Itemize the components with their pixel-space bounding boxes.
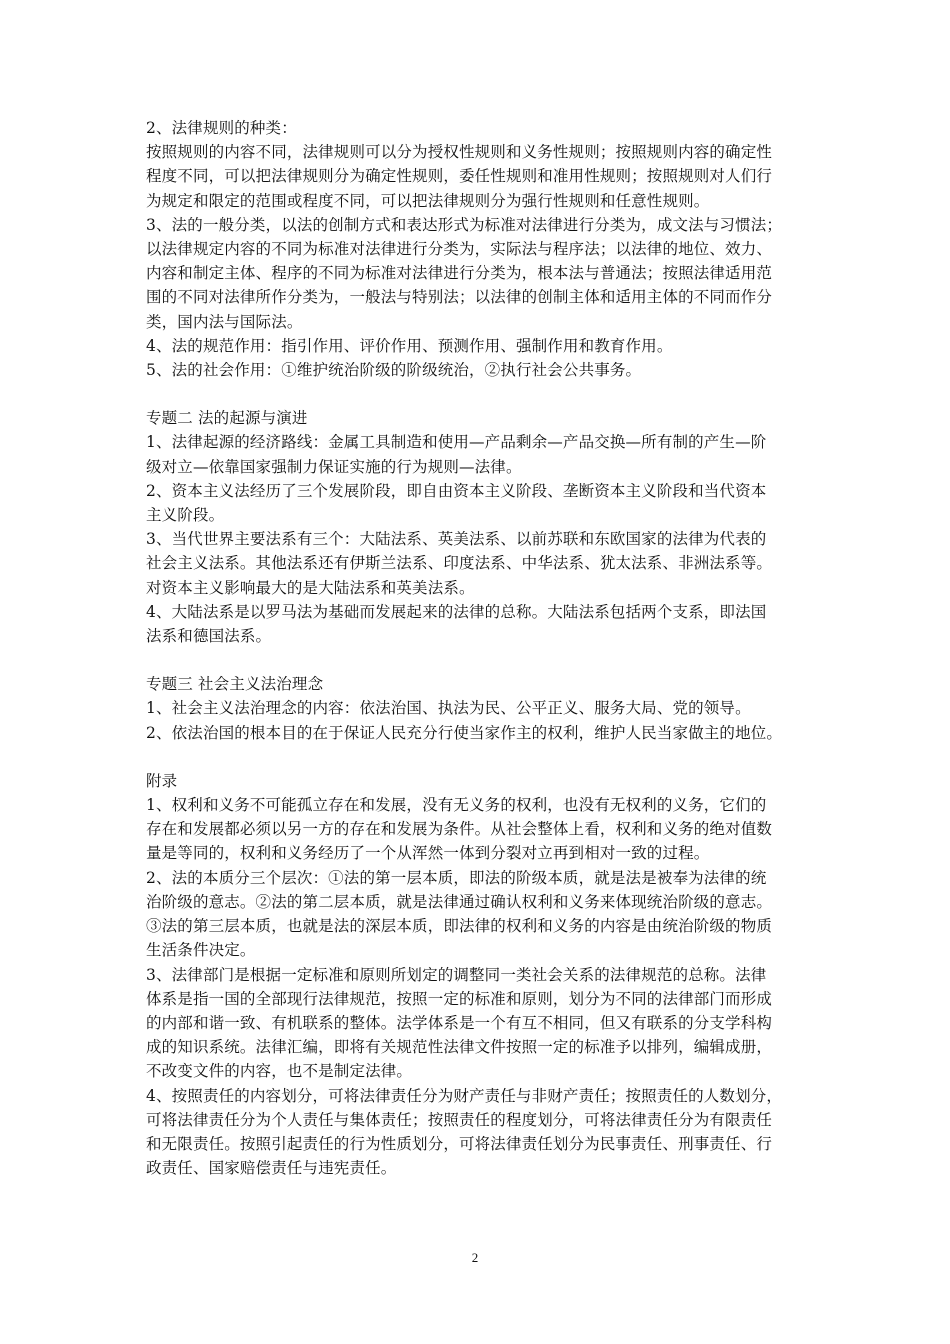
- text-line: 存在和发展都必须以另一方的存在和发展为条件。从社会整体上看，权利和义务的绝对值数: [146, 820, 773, 839]
- text-line: 以法律规定内容的不同为标准对法律进行分类为，实际法与程序法；以法律的地位、效力、: [146, 240, 773, 259]
- paragraph-gap: [146, 382, 810, 406]
- text-line: 2、法律规则的种类：: [146, 119, 297, 137]
- page-number: 2: [471, 1250, 479, 1265]
- text-line: 的内部和谐一致、有机联系的整体。法学体系是一个有互不相同，但又有联系的分支学科构: [146, 1013, 773, 1032]
- text-line: 1、社会主义法治理念的内容：依法治国、执法为民、公平正义、服务大局、党的领导。: [146, 699, 751, 718]
- text-line: 对资本主义影响最大的是大陆法系和英美法系。: [146, 578, 475, 597]
- text-line: 级对立—依靠国家强制力保证实施的行为规则—法律。: [146, 457, 522, 476]
- text-line: ③法的第三层本质，也就是法的深层本质，即法律的权利和义务的内容是由统治阶级的物质: [146, 917, 773, 936]
- text-line: 专题二 法的起源与演进: [146, 409, 308, 428]
- text-line: 按照规则的内容不同，法律规则可以分为授权性规则和义务性规则；按照规则内容的确定性: [146, 143, 773, 162]
- text-line: 内容和制定主体、程序的不同为标准对法律进行分类为，根本法与普通法；按照法律适用范: [146, 264, 773, 283]
- text-line: 附录: [146, 771, 178, 790]
- paragraph-gap: [146, 648, 810, 672]
- text-line: 治阶级的意志。②法的第二层本质，就是法律通过确认权利和义务来体现统治阶级的意志。: [146, 892, 773, 911]
- text-line: 体系是指一国的全部现行法律规范，按照一定的标准和原则，划分为不同的法律部门而形成: [146, 989, 773, 1008]
- text-line: 可将法律责任分为个人责任与集体责任；按照责任的程度划分，可将法律责任分为有限责任: [146, 1110, 773, 1129]
- text-line: 1、法律起源的经济路线：金属工具制造和使用—产品剩余—产品交换—所有制的产生—阶: [146, 433, 767, 452]
- text-line: 1、权利和义务不可能孤立存在和发展，没有无义务的权利，也没有无权利的义务，它们的: [146, 796, 767, 815]
- text-line: 3、法律部门是根据一定标准和原则所划定的调整同一类社会关系的法律规范的总称。法律: [146, 965, 767, 984]
- text-line: 围的不同对法律所作分类为，一般法与特别法；以法律的创制主体和适用主体的不同而作分: [146, 288, 773, 307]
- text-line: 2、依法治国的根本目的在于保证人民充分行使当家作主的权利，维护人民当家做主的地位。: [146, 723, 783, 742]
- text-line: 政责任、国家赔偿责任与违宪责任。: [146, 1159, 397, 1178]
- text-line: 4、按照责任的内容划分，可将法律责任分为财产责任与非财产责任；按照责任的人数划分，: [146, 1086, 783, 1105]
- text-line: 专题三 社会主义法治理念: [146, 675, 324, 694]
- text-line: 4、大陆法系是以罗马法为基础而发展起来的法律的总称。大陆法系包括两个支系，即法国: [146, 602, 767, 621]
- text-line: 生活条件决定。: [146, 941, 256, 960]
- text-line: 4、法的规范作用：指引作用、评价作用、预测作用、强制作用和教育作用。: [146, 336, 673, 355]
- text-line: 不改变文件的内容，也不是制定法律。: [146, 1062, 413, 1081]
- text-line: 为规定和限定的范围或程度不同，可以把法律规则分为强行性规则和任意性规则。: [146, 191, 710, 210]
- text-line: 主义阶段。: [146, 506, 225, 525]
- text-line: 3、当代世界主要法系有三个：大陆法系、英美法系、以前苏联和东欧国家的法律为代表的: [146, 530, 767, 549]
- text-line: 量是等同的，权利和义务经历了一个从浑然一体到分裂对立再到相对一致的过程。: [146, 844, 710, 863]
- text-line: 2、资本主义法经历了三个发展阶段，即自由资本主义阶段、垄断资本主义阶段和当代资本: [146, 481, 767, 500]
- text-line: 社会主义法系。其他法系还有伊斯兰法系、印度法系、中华法系、犹太法系、非洲法系等。: [146, 554, 773, 573]
- text-line: 法系和德国法系。: [146, 627, 272, 646]
- text-line: 5、法的社会作用：①维护统治阶级的阶级统治，②执行社会公共事务。: [146, 361, 642, 380]
- text-line: 和无限责任。按照引起责任的行为性质划分，可将法律责任划分为民事责任、刑事责任、行: [146, 1134, 773, 1153]
- document-body: [146, 116, 810, 1180]
- text-line: 3、法的一般分类，以法的创制方式和表达形式为标准对法律进行分类为，成文法与习惯法；: [146, 215, 783, 234]
- text-line: 成的知识系统。法律汇编，即将有关规范性法律文件按照一定的标准予以排列，编辑成册，: [146, 1038, 773, 1057]
- text-line: 类，国内法与国际法。: [146, 312, 303, 331]
- text-line: 2、法的本质分三个层次：①法的第一层本质，即法的阶级本质，就是法是被奉为法律的统: [146, 868, 767, 887]
- paragraph-gap: [146, 745, 810, 769]
- text-line: 程度不同，可以把法律规则分为确定性规则，委任性规则和准用性规则；按照规则对人们行: [146, 167, 773, 186]
